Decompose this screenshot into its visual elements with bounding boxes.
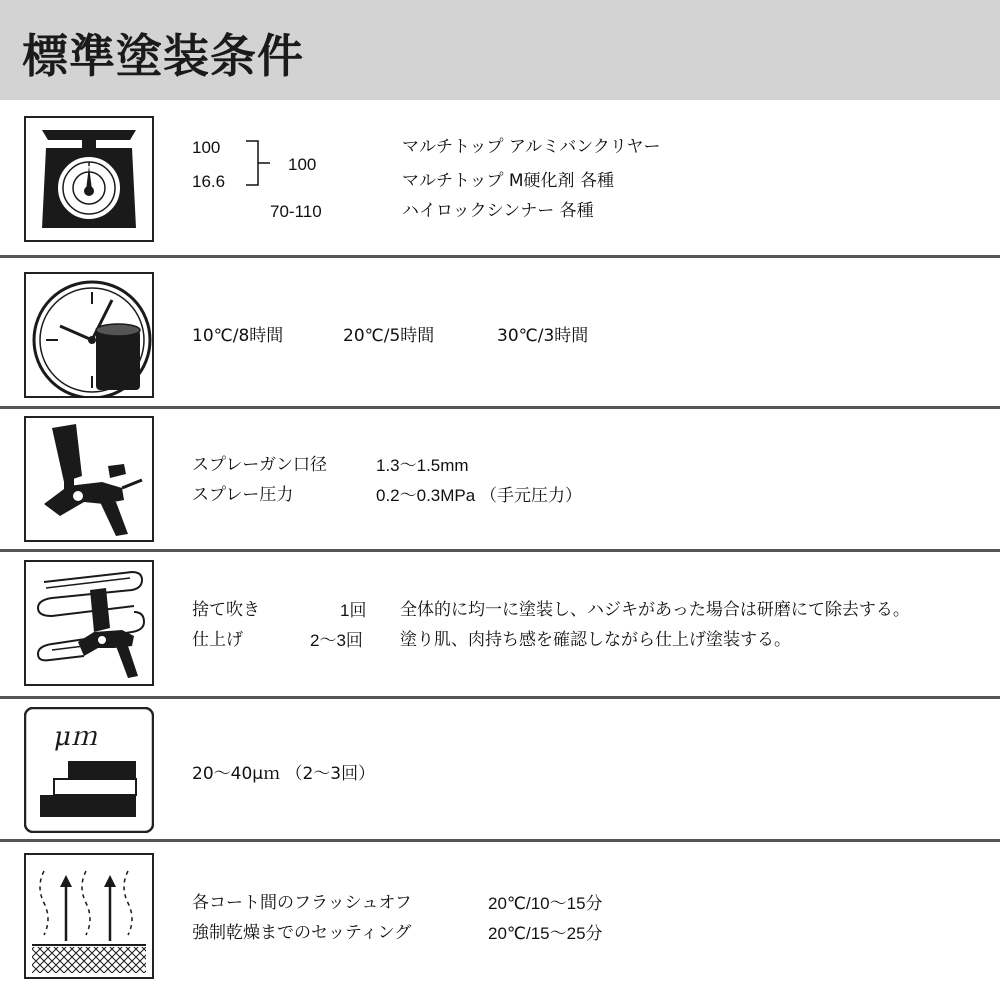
product-hardener: マルチトップ M硬化剤 各種 <box>402 171 614 191</box>
resin-qty: 100 <box>192 138 221 157</box>
divider <box>0 255 1000 258</box>
coat1-label: 捨て吹き <box>192 600 260 620</box>
divider <box>0 549 1000 552</box>
pot-life-20c: 20℃/5時間 <box>343 326 435 346</box>
micron-label: μｍ <box>54 722 97 752</box>
flash-off-value: 20℃/10～15分 <box>488 894 603 913</box>
clock-can-icon <box>24 272 154 398</box>
thinner-qty: 70-110 <box>270 202 322 221</box>
coat2-label: 仕上げ <box>192 630 243 650</box>
pressure-value: 0.2～0.3MPa （手元圧力） <box>376 486 582 505</box>
spray-gun-icon <box>24 416 154 542</box>
setting-value: 20℃/15～25分 <box>488 924 603 943</box>
flash-off-icon <box>24 853 154 979</box>
bracket-icon <box>244 139 274 189</box>
product-clear: マルチトップ アルミバンクリヤー <box>402 137 661 157</box>
setting-label: 強制乾燥までのセッティング <box>192 923 412 943</box>
flash-off-label: 各コート間のフラッシュオフ <box>192 893 412 913</box>
coat1-count: 1回 <box>340 601 367 620</box>
divider <box>0 839 1000 842</box>
pressure-label: スプレー圧力 <box>192 485 294 505</box>
product-thinner: ハイロックシンナー 各種 <box>402 201 594 221</box>
coat2-count: 2～3回 <box>310 631 363 650</box>
spray-pattern-icon <box>24 560 154 686</box>
divider <box>0 696 1000 699</box>
mix-total: 100 <box>288 155 317 174</box>
coat2-desc: 塗り肌、肉持ち感を確認しながら仕上げ塗装する。 <box>400 630 791 650</box>
thickness-value: 20～40μｍ （2～3回） <box>192 764 376 784</box>
coat1-desc: 全体的に均一に塗装し、ハジキがあった場合は研磨にて除去する。 <box>400 600 910 620</box>
divider <box>0 406 1000 409</box>
scale-icon <box>24 116 154 242</box>
page-title: 標準塗装条件 <box>22 29 304 83</box>
hardener-qty: 16.6 <box>192 172 226 191</box>
nozzle-value: 1.3～1.5mm <box>376 456 469 475</box>
header-banner <box>0 0 1000 100</box>
nozzle-label: スプレーガン口径 <box>192 455 327 475</box>
pot-life-10c: 10℃/8時間 <box>192 326 284 346</box>
pot-life-30c: 30℃/3時間 <box>497 326 589 346</box>
film-thickness-icon <box>24 707 154 833</box>
